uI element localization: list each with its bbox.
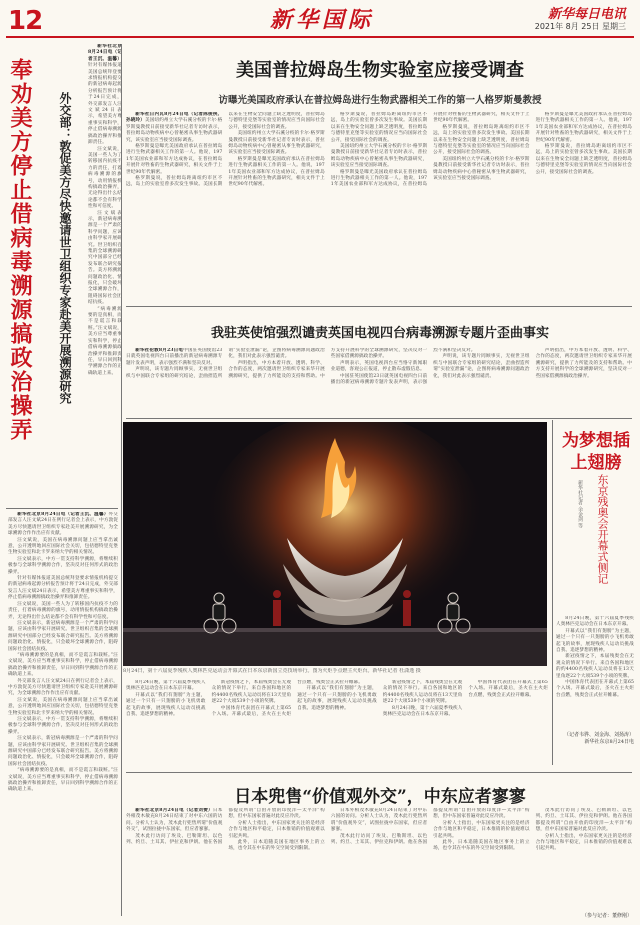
paragraph: 新冠疫情之下，本届残奥会在无观众的情况下举行。来自各国和地区的约4400名残疾人运动员将在13天里角逐22个大项539个小项的奖牌。 (556, 654, 634, 679)
dateline: 新华社东京8月24日电 (584, 739, 634, 745)
divider (126, 772, 632, 773)
paragraph: 美国纽约州立大学石溪分校的卡尔·格罗斯曼教授日前接受新华社记者专访时表示，普拉姆岛动物疾病中心曾秘密从事生物武器研究，该实验室应当接受国际调查。 (126, 118, 223, 143)
paragraph: 外交部发言人汪文斌24日在例行记者会上表示，中方敦促美方尽快邀请世卫组织专家赴美开展溯源研究，为全球溯源合作作出应有贡献。 (8, 512, 118, 537)
mfa-article-headline: 外交部：敦促美方尽快邀请世卫组织专家赴美开展溯源研究 (58, 92, 72, 404)
paragraph: 8月24日晚，第十六届夏季残疾人奥林匹克运动会在日本东京开幕。 (126, 680, 206, 692)
page-number: 12 (8, 6, 43, 36)
news-photo (123, 422, 547, 666)
paragraph: 声明指出，中方本着开放、透明、科学、合作的态度，两次邀请世卫组织专家来华开展溯源研究，提供了力所能及的支持和帮助。中方支持开展科学的全球溯源研究，坚决反对一些国家借溯源搞政治操弄。 (535, 348, 632, 379)
paragraph: 茂木此行访问了埃及、巴勒斯坦、以色列、约旦、土耳其、伊拉克和伊朗。他在各国都提及所谓“自由开放的印度洋—太平洋”构想，但中东国家普遍对此反应冷淡。 (535, 808, 632, 833)
newspaper-logo: 新华每日电讯 (547, 7, 626, 22)
paragraph: 分析人士指出，中东国家更关注的是经济合作与地区和平稳定，日本推销的价值观难以引起共鸣。 (535, 833, 632, 852)
paragraph: 新冠疫情之下，本届残奥会在无观众的情况下举行。来自各国和地区的约4400名残疾人运动员将在13天里角逐22个大项539个小项的奖牌。 (382, 680, 463, 705)
paragraph: 中国体育代表团在开幕式上第65个入场。开幕式最后，圣火在主火炬台点燃，残奥会正式拉开帷幕。 (211, 680, 363, 718)
top-article-headline: 美国普拉姆岛生物实验室应接受调查 (236, 60, 524, 81)
paragraph: 格罗斯曼说，普拉姆岛距离纽约市区不远，岛上的实验室曾多次发生事故。美国长期以来在生物安全问题上缺乏透明度，普拉姆岛与德特里克堡等实验室的情况应当向国际社会公开，接受国际社会的调查。 (433, 124, 530, 156)
column-divider (552, 420, 553, 765)
paragraph: 格罗斯曼是曝光美国政府承认在普拉姆岛进行生物武器相关工作的第一人。他说，1971年美国农业部和军方达成协议，在普拉姆岛开展针对牲畜的生物武器研究，相关文件于上世纪90年代解密。 (535, 112, 632, 143)
paragraph: “病毒溯源要的是真相，而不是谎言和栽赃。”汪文斌说，美方应当尊重事实和科学，停止借病毒溯源搞政治操弄和推卸责任，早日回到科学溯源合作的正确轨道上来。 (8, 768, 118, 793)
paragraph: 此外，日本追随美国在地区事务上的立场，也令其在中东的外交空间受到限制。 (228, 840, 325, 852)
paragraph: 声明表示，英国电视四台应当恪守新闻职业道德，客观公正报道，停止散布虚假信息。 (330, 360, 428, 373)
paragraph: 汪文斌表示，中方一贯支持科学溯源，将继续积极参与全球科学溯源合作，坚决反对任何形式的政治操弄。 (8, 556, 118, 575)
paragraph: 汪文斌表示，新冠病毒溯源是一个严肃的科学问题，应该由科学家开展研究。世卫组织召集的全球溯源研究中国部分已经发布联合研究报告。美方将溯源问题政治化、情报化，只会破坏全球溯源合作，阻碍国际社会团结抗疫。 (8, 620, 118, 652)
paragraph: 日本外相茂木敏充8月24日结束了对中东六国的访问。分析人士认为，茂木此行兜售所谓“价值观外交”，试图拉拢中东国家，但应者寥寥。 (126, 808, 223, 833)
paragraph: 声明说，该专题片罔顾事实，无视世卫组织与中国联合专家组的研究结论，歪曲捏造所谓“实验室泄漏”论，企图将病毒溯源问题政治化，我们对此表示强烈谴责。 (126, 348, 325, 379)
paragraph: 针对有媒体报道美国总统拜登要求情报机构提交的新冠病毒起源分析报告预计将于24日完成，外交部发言人汪文斌24日表示，希望美方尊重事实和科学，停止借病毒溯源搞政治操弄和推卸责任。 (88, 63, 122, 146)
section-title: 新华国际 (269, 7, 374, 33)
paragraph: 8月24日晚，第十六届夏季残疾人奥林匹克运动会在日本东京开幕。 (382, 705, 463, 718)
mfa-article-body (8, 512, 118, 917)
paragraph: 开幕式以“我们有翅膀”为主题，通过一个只有一只翅膀的小飞机勇敢起飞的故事，展现残疾人运动员挑战自我、追逐梦想的精神。 (297, 686, 377, 711)
paragraph: 汪文斌表示，新冠病毒溯源是一个严肃的科学问题，应该由科学家开展研究。世卫组织召集的全球溯源研究中国部分已经发布联合研究报告。美方将溯源问题政治化、情报化，只会破坏全球溯源合作，阻碍国际社会团结抗疫。 (8, 736, 118, 767)
paragraph: 开幕式以“我们有翅膀”为主题，通过一个只有一只翅膀的小飞机勇敢起飞的故事，展现残疾人运动员挑战自我、追逐梦想的精神。 (126, 692, 206, 718)
header-rule (6, 36, 634, 38)
paragraph: 声明指出，中方本着开放、透明、科学、合作的态度，两次邀请世卫组织专家来华开展溯源研究，提供了力所能及的支持和帮助。中方支持开展科学的全球溯源研究，坚决反对一些国家借溯源搞政治操弄。 (228, 348, 428, 379)
tokyo-feature-subheadline: 东京残奥会开幕式侧记 (596, 474, 609, 584)
japan-article-headline: 日本兜售“价值观外交”，中东应者寥寥 (234, 787, 526, 807)
paragraph: 茂木此行访问了埃及、巴勒斯坦、以色列、约旦、土耳其、伊拉克和伊朗。他在各国都提及所谓“自由开放的印度洋—太平洋”构想，但中东国家普遍对此反应冷淡。 (330, 808, 530, 846)
left-article-headline: 奉劝美方停止借病毒溯源搞政治操弄 (7, 58, 33, 442)
paragraph: 汪文斌说，美国一些人为了转移国内抗疫不力的责任，打着病毒溯源的旗号，动用情报机构搞政治操弄，无论得出什么结论都不会有科学性和可信度。 (88, 146, 122, 210)
uk-article-lead: 新华社伦敦8月23日电 (135, 348, 184, 353)
left-article-body (88, 44, 122, 506)
paragraph: 格罗斯曼说，普拉姆岛距离纽约市区不远，岛上的实验室曾多次发生事故。美国长期以来在生物安全问题上缺乏透明度，普拉姆岛与德特里克堡等实验室的情况应当向国际社会公开，接受国际社会的调查。 (126, 112, 325, 188)
paragraph: 8月24日晚，第十六届夏季残疾人奥林匹克运动会在日本东京开幕。 (556, 616, 634, 628)
issue-date: 2021年 8月 25日 星期三 (534, 22, 626, 31)
tokyo-feature-body (556, 616, 634, 728)
top-article-subheadline: 访曝光美国政府承认在普拉姆岛进行生物武器相关工作的第一人格罗斯曼教授 (218, 95, 542, 106)
top-article-body (126, 112, 632, 290)
column-divider (121, 44, 122, 916)
tokyo-feature-dateline: 新华社记者 余金剑 等 (577, 480, 583, 529)
paragraph: 格罗斯曼是曝光美国政府承认在普拉姆岛进行生物武器相关工作的第一人。他说，1971年美国农业部和军方达成协议，在普拉姆岛开展针对牲畜的生物武器研究，相关文件于上世纪90年代解密。 (228, 156, 325, 188)
paragraph: 茂木此行访问了埃及、巴勒斯坦、以色列、约旦、土耳其、伊拉克和伊朗。他在各国都提及所谓“自由开放的印度洋—太平洋”构想，但中东国家普遍对此反应冷淡。 (126, 808, 325, 846)
paragraph: 分析人士指出，中东国家更关注的是经济合作与地区和平稳定，日本推销的价值观难以引起共鸣。 (433, 820, 530, 839)
paragraph: 汪文斌表示，新冠病毒溯源是一个严肃的科学问题，应该由科学家开展研究。世卫组织召集的全球溯源研究中国部分已经发布联合研究报告。美方将溯源问题政治化、情报化，只会破坏全球溯源合作，阻碍国际社会团结抗疫。 (88, 210, 122, 306)
paragraph: 格罗斯曼说，普拉姆岛距离纽约市区不远，岛上的实验室曾多次发生事故。美国长期以来在生物安全问题上缺乏透明度，普拉姆岛与德特里克堡等实验室的情况应当向国际社会公开，接受国际社会的调查。 (330, 112, 428, 143)
reporter-credit: （记者韦骅、刘金海、刘扬涛） (563, 732, 634, 738)
paragraph: 分析人士指出，中东国家更关注的是经济合作与地区和平稳定，日本推销的价值观难以引起共鸣。 (228, 820, 325, 839)
paragraph: 外交部发言人汪文斌24日在例行记者会上表示，中方敦促美方尽快邀请世卫组织专家赴美开展溯源研究，为全球溯源合作作出应有贡献。 (8, 678, 118, 697)
paralympic-cauldron-photo (123, 422, 547, 666)
japan-article-body (126, 808, 632, 912)
japan-article-credit: （参与记者：董修刚） (581, 913, 632, 919)
paragraph: 中国驻英国使馆23日就英国电视四台日前播出的新冠病毒溯源专题片发表声明，表示强烈不满和坚决反对。 (330, 348, 476, 386)
tokyo-feature-body-continued (126, 680, 548, 768)
divider (126, 418, 632, 419)
mfa-article-lead: 新华社北京8月24日电（记者王沉、温馨） (17, 512, 109, 517)
paragraph: “病毒溯源要的是真相，而不是谎言和栽赃。”汪文斌说，美方应当尊重事实和科学，停止借病毒溯源搞政治操弄和推卸责任，早日回到科学溯源合作的正确轨道上来。 (8, 652, 118, 678)
paragraph: 开幕式以“我们有翅膀”为主题，通过一个只有一只翅膀的小飞机勇敢起飞的故事，展现残疾人运动员挑战自我、追逐梦想的精神。 (556, 628, 634, 654)
paragraph: 声明说，该专题片罔顾事实，无视世卫组织与中国联合专家组的研究结论，歪曲捏造所谓“实验室泄漏”论，企图将病毒溯源问题政治化，我们对此表示强烈谴责。 (433, 354, 530, 379)
paragraph: 格罗斯曼是曝光美国政府承认在普拉姆岛进行生物武器相关工作的第一人。他说，1971年美国农业部和军方达成协议，在普拉姆岛开展针对牲畜的生物武器研究，相关文件于上世纪90年代解密。 (330, 112, 530, 188)
divider (126, 306, 632, 307)
paragraph: 中国体育代表团在开幕式上第65个入场。开幕式最后，圣火在主火炬台点燃，残奥会正式拉开帷幕。 (468, 680, 548, 698)
paragraph: 新冠疫情之下，本届残奥会在无观众的情况下举行。来自各国和地区的约4400名残疾人运动员将在13天里角逐22个大项539个小项的奖牌。 (211, 680, 292, 705)
left-article-lead: 新华社北京8月24日电（记者王沉、温馨） (88, 44, 122, 62)
japan-article-lead: 新华社北京8月24日电（记者刘赞） (135, 808, 213, 813)
paragraph: 日本外相茂木敏充8月24日结束了对中东六国的访问。分析人士认为，茂木此行兜售所谓“价值观外交”，试图拉拢中东国家，但应者寥寥。 (330, 808, 428, 833)
paragraph: 汪文斌说，美国一些人为了转移国内抗疫不力的责任，打着病毒溯源的旗号，动用情报机构搞政治操弄，无论得出什么结论都不会有科学性和可信度。 (8, 601, 118, 620)
paragraph: 格罗斯曼说，普拉姆岛距离纽约市区不远，岛上的实验室曾多次发生事故。美国长期以来在生物安全问题上缺乏透明度，普拉姆岛与德特里克堡等实验室的情况应当向国际社会公开，接受国际社会的调查。 (535, 144, 632, 175)
paragraph: 此外，日本追随美国在地区事务上的立场，也令其在中东的外交空间受到限制。 (433, 840, 530, 852)
paragraph: 针对有媒体报道美国总统拜登要求情报机构提交的新冠病毒起源分析报告预计将于24日完成，外交部发言人汪文斌24日表示，希望美方尊重事实和科学，停止借病毒溯源搞政治操弄和推卸责任。 (8, 576, 118, 601)
top-article-lead: 新华社日内瓦8月24日电（记者陈俊侠、孙晓玲） (126, 112, 223, 124)
paragraph: 格罗斯曼是曝光美国政府承认在普拉姆岛进行生物武器相关工作的第一人。他说，1971年美国农业部和军方达成协议，在普拉姆岛开展针对牲畜的生物武器研究，相关文件于上世纪90年代解密。 (126, 144, 223, 175)
paragraph: 美国纽约州立大学石溪分校的卡尔·格罗斯曼教授日前接受新华社记者专访时表示，普拉姆岛动物疾病中心曾秘密从事生物武器研究，该实验室应当接受国际调查。 (330, 144, 428, 169)
paragraph: 中国驻英国使馆23日就英国电视四台日前播出的新冠病毒溯源专题片发表声明，表示强烈不满和坚决反对。 (126, 348, 223, 366)
paragraph: 中国体育代表团在开幕式上第65个入场。开幕式最后，圣火在主火炬台点燃，残奥会正式拉开帷幕。 (556, 680, 634, 698)
paragraph: 汪文斌说，美国在病毒溯源问题上应当拿出诚意，公开透明地回应国际社会关切，包括德特里克堡生物实验室和北卡罗来纳大学的相关情况。 (8, 537, 118, 556)
paragraph: 美国纽约州立大学石溪分校的卡尔·格罗斯曼教授日前接受新华社记者专访时表示，普拉姆岛动物疾病中心曾秘密从事生物武器研究，该实验室应当接受国际调查。 (228, 131, 325, 156)
photo-caption: 8月24日，第十六届夏季残疾人奥林匹克运动会开幕式在日本东京新国立竞技场举行。图为火炬手点燃主火炬台。新华社记者 杜潇逸 摄 (123, 668, 421, 674)
paragraph: 美国纽约州立大学石溪分校的卡尔·格罗斯曼教授日前接受新华社记者专访时表示，普拉姆岛动物疾病中心曾秘密从事生物武器研究，该实验室应当接受国际调查。 (433, 156, 530, 182)
paragraph: “病毒溯源要的是真相，而不是谎言和栽赃。”汪文斌说，美方应当尊重事实和科学，停止借病毒溯源搞政治操弄和推卸责任，早日回到科学溯源合作的正确轨道上来。 (88, 306, 122, 376)
uk-article-body (126, 348, 632, 414)
paragraph: 汪文斌说，美国在病毒溯源问题上应当拿出诚意，公开透明地回应国际社会关切，包括德特里克堡生物实验室和北卡罗来纳大学的相关情况。 (8, 697, 118, 716)
paragraph: 汪文斌表示，中方一贯支持科学溯源，将继续积极参与全球科学溯源合作，坚决反对任何形式的政治操弄。 (8, 717, 118, 735)
tokyo-feature-headline: 为梦想插上翅膀 (562, 431, 630, 473)
uk-article-headline: 我驻英使馆强烈谴责英国电视四台病毒溯源专题片歪曲事实 (210, 326, 549, 341)
divider (6, 508, 118, 509)
tokyo-feature-credit (556, 732, 634, 746)
